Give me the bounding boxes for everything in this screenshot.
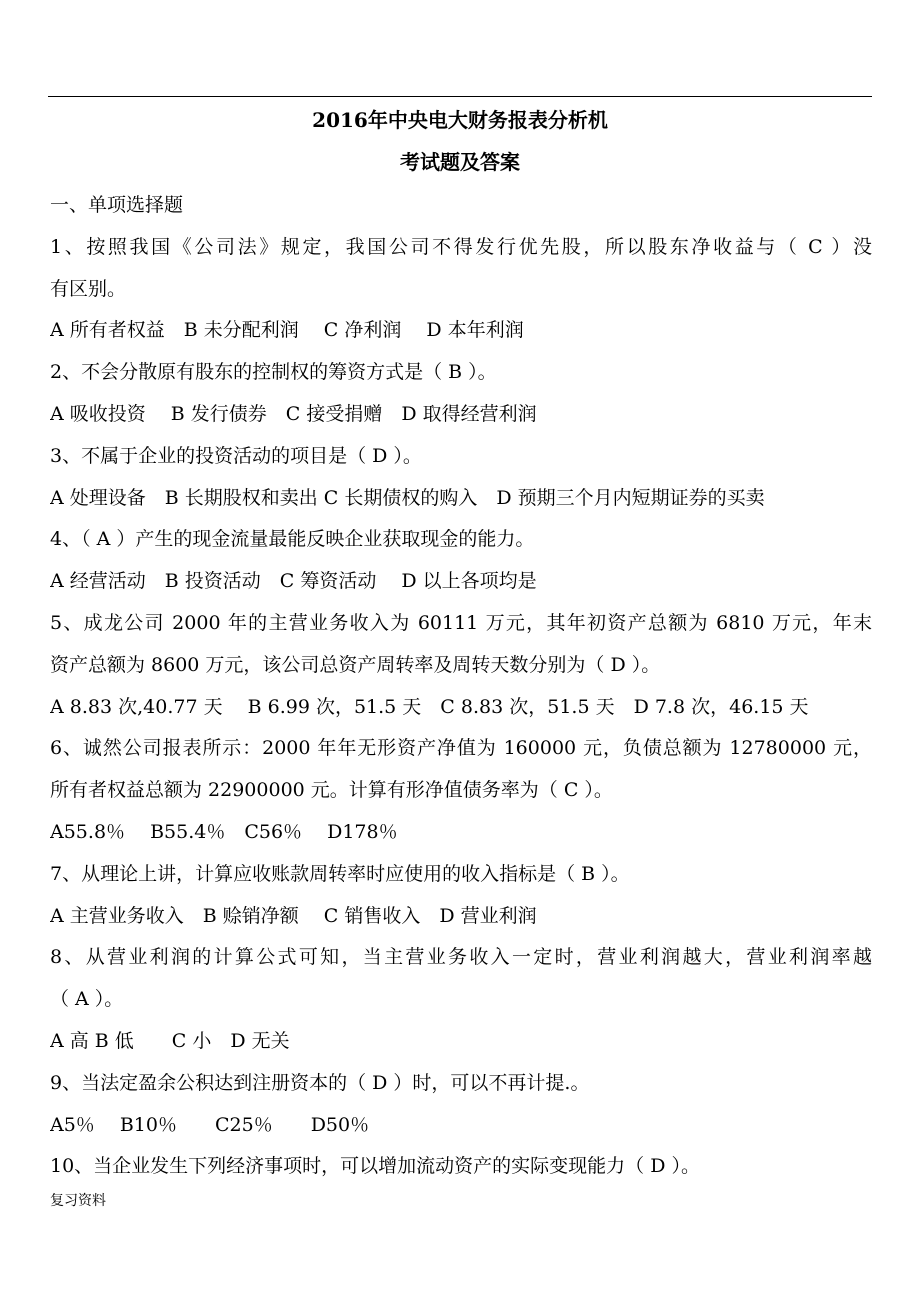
question-9-text: 9、当法定盈余公积达到注册资本的（ D ）时，可以不再计提.。 — [50, 1071, 590, 1094]
question-6-text: 6、诚然公司报表所示：2000 年年无形资产净值为 160000 元，负债总额为 12780000 元， — [50, 737, 872, 760]
question-8-text: 8、从营业利润的计算公式可知，当主营业务收入一定时，营业利润越大，营业利润率越 — [50, 946, 872, 969]
question-6-text-cont: 所有者权益总额为 22900000 元。计算有形净值债务率为（ C ）。 — [50, 779, 613, 802]
question-7-text: 7、从理论上讲，计算应收账款周转率时应使用的收入指标是（ B ）。 — [50, 862, 630, 885]
question-3-text: 3、不属于企业的投资活动的项目是（ D ）。 — [50, 444, 422, 467]
question-5-text-cont: 资产总额为 8600 万元，该公司总资产周转率及周转天数分别为（ D ）。 — [50, 653, 661, 676]
question-1-options: A 所有者权益 B 未分配利润 C 净利润 D 本年利润 — [50, 319, 524, 342]
page-footer: 复习资料 — [50, 1193, 106, 1209]
question-8-options: A 高 B 低 C 小 D 无关 — [50, 1029, 290, 1052]
section-heading: 一、单项选择题 — [50, 194, 184, 216]
question-1-text: 1、按照我国《公司法》规定，我国公司不得发行优先股，所以股东净收益与（ C ）没 — [50, 235, 872, 258]
question-9-options: A5％ B10％ C25％ D50％ — [50, 1113, 370, 1136]
question-8-text-cont: （ A ）。 — [50, 988, 124, 1011]
header-rule — [48, 96, 872, 97]
question-6-options: A55.8％ B55.4％ C56％ D178％ — [50, 820, 398, 843]
question-1-text-cont: 有区别。 — [50, 277, 127, 300]
question-5-text: 5、成龙公司 2000 年的主营业务收入为 60111 万元，其年初资产总额为 6810 万元，年末 — [50, 611, 872, 634]
question-4-text: 4、（ A ）产生的现金流量最能反映企业获取现金的能力。 — [50, 528, 535, 551]
question-5-options: A 8.83 次,40.77 天 B 6.99 次，51.5 天 C 8.83 次，51.5 天 D 7.8 次，46.15 天 — [50, 695, 809, 718]
question-7-options: A 主营业务收入 B 赊销净额 C 销售收入 D 营业利润 — [50, 904, 537, 927]
document-body — [50, 185, 872, 1188]
question-10-text: 10、当企业发生下列经济事项时，可以增加流动资产的实际变现能力（ D ）。 — [50, 1155, 700, 1178]
question-2-text: 2、不会分散原有股东的控制权的筹资方式是（ B ）。 — [50, 361, 497, 384]
document-subtitle: 考试题及答案 — [400, 150, 520, 174]
document-title: 2016年中央电大财务报表分析机 — [312, 108, 608, 132]
question-4-options: A 经营活动 B 投资活动 C 筹资活动 D 以上各项均是 — [50, 570, 537, 593]
question-3-options: A 处理设备 B 长期股权和卖出 C 长期债权的购入 D 预期三个月内短期证券的买卖 — [50, 486, 765, 509]
question-2-options: A 吸收投资 B 发行债券 C 接受捐赠 D 取得经营利润 — [50, 402, 537, 425]
